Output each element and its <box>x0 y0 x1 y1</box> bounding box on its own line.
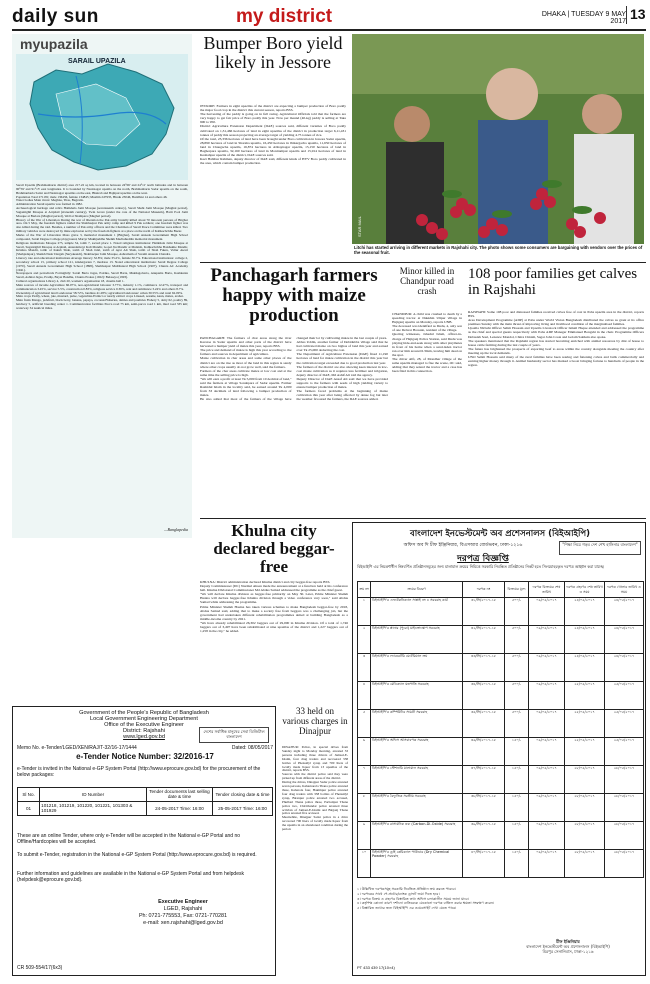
beip-cell: ৫০০/- <box>505 598 529 626</box>
beip-cell: ২৪/০৫/২০১৭ <box>605 626 644 654</box>
lged-tender-notice <box>12 706 276 976</box>
beip-cell: ০৯/০৫/২০১৭ <box>529 598 565 626</box>
calves-headline: 108 poor families get calves in Rajshahi <box>468 266 638 298</box>
tender-sign-title: Executive Engineer <box>158 899 208 905</box>
beip-cell: ০৯/০৫/২০১৭ <box>529 850 565 878</box>
minor-body: CHANDPUR: A child was crushed to death by a speeding tractor at Dakkhin Ulipur village in Hajiganj upazila on Monday, reports UNB. The deceased was identified as Dudu, 4, only son of one Delwar Hossain, resident of the village. Quoting witnesses, Jahedul Islam, officer-in-charge of Hajiganj Police Station, said Dudu was playing hide-and-seek along with other playmates in front of his home when a sand-laden tractor ran over him around 6.30am, leaving him dead on the spot. The driver Alfi, 28, of Mondhar village of the same upazila managed to flee the scene, OC said, adding that they seized the tractor and a case has been filed in this connection. <box>392 312 462 374</box>
beip-col-serial: ক্রম নং <box>358 582 371 598</box>
beip-cell: ৫ <box>358 710 371 738</box>
tender-stamp: দেশের সর্বাধিক মানুষের সেবা ডিজিটাল বাংলাদেশ <box>199 727 269 743</box>
beip-cell: ২৮/০৫/২০১৭ <box>565 794 605 822</box>
boro-body: JESSORE: Farmers in eight upazilas of the district are expecting a bumper production of Boro paddy the major food crop in the district this current season, reports BSS. The harvesting of the paddy is going on in full swing. Agricultural Officials told that the farmers are very happy to get fair price of Boro paddy this year. Now per maund (40-kg) paddy is selling at Taka 900 to 950. District Agriculture Extension Department (DAE) sources said, different varieties of Boro paddy cultivated on 1,31,466 hectares of land in eight upazilas of the district in production target 6,11,431 tonnes of paddy this season projecting an average target of yielding 4.75 tonnes of rice. Of the total, 23,336 hectares of land have been brought under Boro cultivation in Jessore Sadar upazila, 28,890 hectares of land in Sharsha upazila, 16,450 hectares in Jhikargacha upazila, 11,650 hectares of land in Chaugacha upazila, 16,874 hectares in Abhaynagar upazila, 15,150 hectares of land in Bagherpara upazila, 32,160 hectares of land in Monirampur upazila and 15,914 hectares of land in Keshabpur upazila of the district, DAE sources said. Kazi Habibur Rahman, deputy director of DAE said, different kinds of HYV Boro paddy cultivated in the area, which contain bumper production. <box>200 104 346 166</box>
beip-table <box>357 581 644 878</box>
beip-cell: ৫০০/- <box>505 682 529 710</box>
tender-footer-3: Further information and guidelines are available in the National e-GP System Portal and from helpdesk (helpdesk@eprocure.gov.bd). <box>17 871 244 883</box>
calves-body: RAJSHAHI: Some 108 poor and distressed families received calves free of cost in Paba upazila area in the district, reports BSS. Area Development Programme (ADP) at Paba under World Vision Bangladesh distributed the calves as grant at its office premises Sunday with the main thrust of improving living and livelihood condition of the marginalised families. Upazila Nirbahi Officer Selim Hossain and Upazila Livestock Officer Ismail Haque attended and addressed the programme as the chief and special guests respectively with Paba ADP Manager Emmanuel Bongshi in the chair. Programme Officers Debasish Soul, Lenance Mondol, Chitra Chisim, Sagar John Costa and Golam Sakhain also spoke. The speakers mentioned that the Rajshahi region has started becoming enriched with animal resources by dint of house to house cattle farming during the last couple of years. The future has brightened the prospects of exporting beef to areas within the country alongside meeting the country after meeting up the local demands. UNO Selim Hossain said many of the rural families have been rearing and fattening calves and bulls commercially and earning higher money through it. Animal husbandry sector has marked a boost bringing fortune to hundreds of people in the region. <box>468 310 644 368</box>
beip-col-no: দরপত্র নং <box>463 582 505 598</box>
beip-cell: ১৫০/- <box>505 794 529 822</box>
beip-cell: ৫০০/- <box>505 626 529 654</box>
beip-cell: ২৫/০৫/২০১৭ <box>565 710 605 738</box>
beip-cell: ৪ <box>358 682 371 710</box>
tender-dated: Dated: 08/05/2017 <box>231 745 273 751</box>
beip-cell: ০৯/০৫/২০১৭ <box>529 738 565 766</box>
beip-sign-title: চীফ ইঞ্জিনিয়ার <box>556 939 580 944</box>
beip-cell: ১ <box>358 598 371 626</box>
tender-row-last-sell: 24-05-2017 Time: 16:00 <box>146 801 212 815</box>
beip-cell: ২৪/০৫/২০১৭ <box>565 626 605 654</box>
beip-cell: ৩৭/সি/২০১৭-১৮ <box>463 766 505 794</box>
tender-footer-1: These are an online Tender, where only e-Tender will be accepted in the National e-GP Portal and no Offline/Hardcopies will be accepted. <box>17 833 241 845</box>
beip-cell: ০৯/০৫/২০১৭ <box>529 766 565 794</box>
beip-cell: ৮ <box>358 794 371 822</box>
table-row <box>358 654 644 682</box>
beip-cell: ২৫/০৫/২০১৭ <box>605 682 644 710</box>
beip-sign-org: বাংলাদেশ ইনভেস্টমেন্ট অব প্রশেসনালস (বিইআইপি) <box>526 944 610 949</box>
tender-row-closing: 25-05-2017 Time: 16:00 <box>213 801 273 815</box>
beip-cell: ২৫/০৫/২০১৭ <box>605 738 644 766</box>
tender-sign-email[interactable]: e-mail: xen.rajshahi@lged.gov.bd <box>143 920 223 926</box>
beip-cell: ০৯/০৫/২০১৭ <box>529 710 565 738</box>
beip-cell: ১৫০/- <box>505 850 529 878</box>
masthead <box>12 6 212 26</box>
beip-cell: ২৫/০৫/২০১৭ <box>565 738 605 766</box>
khulna-headline: Khulna city declared beggar-free <box>213 521 335 576</box>
tender-office: Office of the Executive Engineer <box>104 722 184 728</box>
beip-cell: ২৮/০৫/২০১৭ <box>605 850 644 878</box>
beip-cell: ১৫০/- <box>505 738 529 766</box>
beip-cell: ০৯/০৫/২০১৭ <box>529 626 565 654</box>
beip-org: বাংলাদেশ ইনভেস্টমেন্ট অব প্রশেসনালস (বিইআইপি) <box>409 529 591 539</box>
beip-cell: ১৫০/- <box>505 822 529 850</box>
beip-cell: ৩ <box>358 654 371 682</box>
tender-website[interactable]: www.lged.gov.bd <box>123 734 165 740</box>
beip-cell: বিইআইপি'র মেডিক্যাল যন্ত্রপাতি সরবরাহ <box>371 682 463 710</box>
table-row <box>358 766 644 794</box>
litchi-photo <box>352 34 644 244</box>
beip-col-receive-date: দরপত্র গ্রহণের শেষ তারিখ ও সময় <box>565 582 605 598</box>
tender-signature <box>93 899 273 943</box>
beip-cell: ২৮/০৫/২০১৭ <box>605 766 644 794</box>
beip-cell: বিইআইপি'র অফিস আসবাবপত্র সরবরাহ <box>371 738 463 766</box>
beip-cell: ৩৯/সি/২০১৭-১৮ <box>463 822 505 850</box>
beip-title: দরপত্র বিজ্ঞপ্তি <box>457 554 509 564</box>
tender-col-closing: Tender closing date & time <box>213 788 273 802</box>
beip-cell: ৩৫/সি/২০১৭-১৮ <box>463 710 505 738</box>
beip-cell: ২ <box>358 626 371 654</box>
map-title: SARAIL UPAZILA <box>68 58 126 65</box>
beip-cell: বিইআইপি'র ড্রাই কেমিক্যাল পাউডার (Dry Chemical Powder) সরবরাহ <box>371 850 463 878</box>
beip-cell: ২৮/০৫/২০১৭ <box>565 822 605 850</box>
beip-cell: ২৪/০৫/২০১৭ <box>565 654 605 682</box>
beip-signature <box>493 939 643 965</box>
tender-memo: Memo No. e-Tender/LGED/XEN/RAJ/T-32/16-17/1444 <box>17 745 137 751</box>
beip-cell: ৩২/সি/২০১৭-১৮ <box>463 626 505 654</box>
beip-cell: ৫০০/- <box>505 710 529 738</box>
beip-cell: ৩৬/সি/২০১৭-১৮ <box>463 738 505 766</box>
tender-table <box>17 787 273 816</box>
beip-cell: বিইআইপি'র ল্যাবরেটরি মেটেরিয়াল ক্রয় <box>371 654 463 682</box>
litchi-photo-graphic <box>352 34 644 244</box>
beip-notes: ১। উল্লিখিত দরপত্রসমূহ সরকারি নিবন্ধিত প্রতিষ্ঠান ক্রয় করতে পারবে। ২। দরপত্রের সাথে পে-অর্ডার/ব্যাংক ড্রাফট জমা দিতে হবে। ৩। দরপত্র বিক্রয় ও গ্রহণের বিস্তারিত তথ্য অফিস চলাকালীন সময়ে জানা যাবে। ৪। কর্তৃপক্ষ কোনো কারণ দর্শানো ব্যতিরেকে যেকোনো দরপত্র বাতিল করার ক্ষমতা সংরক্ষণ করেন। ৫। বিস্তারিত তথ্যের জন্য বিইআইপি এর ওয়েবসাইট দেখা যেতে পারে। <box>357 887 495 911</box>
table-row <box>358 682 644 710</box>
table-row <box>358 738 644 766</box>
boro-headline: Bumper Boro yield likely in Jessore <box>203 33 343 72</box>
upazila-credit: —Banglapedia <box>164 527 188 532</box>
beip-cell: ৪০/সি/২০১৭-১৮ <box>463 850 505 878</box>
page-number: 13 <box>626 6 646 24</box>
beip-cell: বিইআইপি'র এফটেকনিক্যাল সাপ্লাই নং ৪ সরবরাহ কার্য <box>371 598 463 626</box>
table-row <box>18 801 273 815</box>
beip-ref: PT 433 439 17(10×4) <box>357 965 395 970</box>
dinajpur-body: DINAJPUR: Police, in special drives from Sunday night to Monday morning, arrested 33 persons including three drivers of Jamaal-E-Islami, four drug traders and recovered 338 bottles of Phensidyl syrup and 700 liters of locally made liquor from 13 upazilas of the district, reports BSS. Sources with the district police said they were picked up from different areas of the district. During the drives, Dinajpur Sadar police arrested seven persons, Kaharnarola Thana police arrested three, Kaharole four, Hakimpur police arrested four drug traders with 338 bottles of Phensidyl syrup, Biranpur police arrested two accused, Phulbari Thana police three, Parbatipur Thana police two, Chirirbandar police arrested three activists of Jamaat-E-Islami and Birganj Thana police arrested five accused. Meanwhile, Dinajpur Sadar police in a drive recovered 700 liters of locally made liquor from the upazila in an abandoned condition during the period. <box>282 745 348 832</box>
section-title: my district <box>236 6 333 27</box>
beip-cell: ২৮/০৫/২০১৭ <box>605 794 644 822</box>
tender-col-id: ID Number <box>40 788 147 802</box>
beip-cell: ৩১/সি/২০১৭-১৮ <box>463 598 505 626</box>
beip-col-open-date: দরপত্র খোলার তারিখ ও সময় <box>605 582 644 598</box>
table-row <box>358 794 644 822</box>
table-row <box>358 626 644 654</box>
sarail-map <box>16 54 188 180</box>
beip-cell: বিইআইপি'র রাসায়নিক দ্রব্য (Carbon-Di-Oxide) সরবরাহ <box>371 822 463 850</box>
row-rule-1 <box>200 262 646 263</box>
tender-notice-title: e-Tender Notice Number: 32/2016-17 <box>76 752 214 761</box>
beip-tender-ad <box>352 522 646 976</box>
beip-cell: ৩৪/সি/২০১৭-১৮ <box>463 682 505 710</box>
table-row <box>358 710 644 738</box>
beip-cell: ৯ <box>358 822 371 850</box>
khulna-body: KHULNA: District administration declared Khulna district and city beggar-free reports BSS. Deputy Commissioner (DC) Nazmul Ahsan made the announcement at a function held at his conference hall. Khulna Divisional Commissioner Md Abdus Samad addressed the programme as the chief guest. "We will declare Khulna division as beggar-free primarily on May 30. Later, Prime Minister Sheikh Hasina will declare beggar-free Khulna division through a video conference very soon," said Abdus Samad while addressing the programme. Prime Minister Sheikh Hasina has taken various schemes to make Bangladesh beggar-free by 2018, Abdus Samad said, adding that to make a society free from beggars was a challenging job, but the government had undertaken different rehabilitation programmes aimed at building Bangladesh as a middle-income country by 2021. "We have already rehabilitated 26,302 beggars out of 29,000 in Khulna division. Of a total of 1,746 beggars out of 3,497 have been rehabilitated at nine upazilas of the district and 1,227 beggars out of 1,258 in the city," he added. <box>200 580 348 634</box>
beip-cell: ৭ <box>358 766 371 794</box>
beip-cell: ২৫/০৫/২০১৭ <box>565 682 605 710</box>
beip-cell: ০৯/০৫/২০১৭ <box>529 794 565 822</box>
tender-sign-phone: Ph: 0721-775553, Fax: 0721-770281 <box>138 913 228 919</box>
beip-cell: ২৪/০৫/২০১৭ <box>605 598 644 626</box>
beip-cell: বিইআইপি'র বৈদ্যুতিক সরঞ্জাম সরবরাহ <box>371 794 463 822</box>
tender-district: District: Rajshahi <box>123 728 165 734</box>
maize-body: PANCHAGARH: The farmers of char areas along the river Karatoa in Sadar upazila and other parts of the district have harvested a bumper yield of maize this year, reports BSS. The price and demand of maize is high this year according to the farmers and sources in department of agriculture. Maize cultivation in char areas and some other places of the district are on the rise as most of the land in this region is sandy where other crops usually do not grow well, said the farmers. Farmers of the char areas cultivate maize at low cost and at the same time the selling price is high. "We will earn a profit at least Tk 5,000 from 10 decimal of land," said the farmers at village Sonahpara of Sadar upazila. Farmer Rashidul Islam in the locality said, he earned around Tk 4,000 from 33 decimals of land following a bumper production of maize. He also added that most of the farmers of the village have changed their lot by cultivating maize in the last couple of years. Abbas Uddin, another farmer of Debidubba village said that he had cultivated maize on two bighas of land this year and earned over Tk 25,000 deducting the cost. The Department of Agriculture Extension (DAE) fixed 11,190 hectares of land for maize cultivation in the district this year but the cultivation target exceeded due to good production last year. The farmers of the district are also showing keen interest in low-cost maize cultivation as it requires less fertiliser and irrigation, deputy director of DAE, Md Ashif Ali told the agency. Deputy Director of DAE Ansaf Ali said that we have provided supports to the farmers with seeds of high yielding variety to ensure bumper production of maize. The farmers faced problems at the beginning of maize cultivation this year after being affected by dense fog but later the weather favoured the farmers, the DAE sources added. <box>200 336 388 402</box>
beip-cell: ২৮/০৫/২০১৭ <box>565 850 605 878</box>
beip-intro: বিইআইপি এর নিয়ন্ত্রণাধীন নিম্নবর্ণিত প্রতিষ্ঠানসমূহের জন্য মালামাল ক্রয়ের নিমিত্তে সরকারি নিবন্ধিত প্রতিষ্ঠানের নিকট হতে সিলমোহরকৃত দরপত্র আহ্বান করা যাচ্ছে। <box>357 564 605 569</box>
paper-name: daily sun <box>12 6 99 27</box>
row-rule-2 <box>200 518 646 519</box>
photo-credit: STAR MAIL <box>357 216 362 237</box>
beip-cell: ৩৩/সি/২০১৭-১৮ <box>463 654 505 682</box>
upazila-panel <box>12 34 192 538</box>
beip-cell: ০৯/০৫/২০১৭ <box>529 822 565 850</box>
tender-department: Local Government Engineering Department <box>90 716 198 722</box>
beip-cell: বিইআইপি'র প্লানার (পুরো) মাইক্রোস্কোপ সরবরাহ <box>371 626 463 654</box>
beip-cell: ১৫০/- <box>505 766 529 794</box>
beip-sign-address: মিরপুর সেনানিবাস, ঢাকা-১২১৬ <box>542 949 594 954</box>
tender-footer-2: To submit e-Tender, registration in the National e-GP System Portal (http://www.eprocure.gov.bd) is required. <box>17 852 257 858</box>
beip-col-sell-date: দরপত্র বিক্রয়ের শেষ তারিখ <box>529 582 565 598</box>
beip-cell: ৩৮/সি/২০১৭-১৮ <box>463 794 505 822</box>
beip-col-price: বিক্রয়ের মূল্য <box>505 582 529 598</box>
tender-cr: CR 509-554/17(6x3) <box>17 965 63 971</box>
tender-col-last-sell: Tender documents last selling date & time <box>146 788 212 802</box>
beip-address: অফিস অব দি চীফ ইঞ্জিনিয়ার, বিএসআর বোর্ডভবন, ঢাকা-১২১৬ <box>403 543 523 548</box>
beip-cell: ২৪/০৫/২০১৭ <box>605 654 644 682</box>
beip-cell: ২৪/০৫/২০১৭ <box>565 598 605 626</box>
tender-col-sl: Sl No. <box>18 788 40 802</box>
beip-motto: "শিক্ষা নিয়ে গড়ব দেশ শেখ হাসিনার বাংলাদেশ" <box>559 541 641 555</box>
beip-cell: ১০ <box>358 850 371 878</box>
masthead-rule <box>12 29 646 31</box>
upazila-section-label: myupazila <box>20 36 88 52</box>
sarail-map-graphic <box>16 54 188 180</box>
tender-sign-office: LGED, Rajshahi <box>163 906 203 912</box>
beip-cell: ২৮/০৫/২০১৭ <box>565 766 605 794</box>
dinajpur-headline: 33 held on various charges in Dinajpur <box>282 706 348 736</box>
tender-gov-title: Government of the People's Republic of Bangladesh <box>79 710 209 716</box>
beip-cell: ২৫/০৫/২০১৭ <box>605 710 644 738</box>
table-row <box>358 822 644 850</box>
beip-col-desc: ক্রয়ের বিবরণ <box>371 582 463 598</box>
upazila-body: Sarail Upazila (Brahmanbaria district) area 217.22 sq km, located in between 24°06' and 24°11' north latitudes and in between 90°59' and 91°15' east longitudes. It is bounded by Nasirnagar upazila on the north, Brahmanbaria Sadar upazila on the south, Brahmanbaria Sadar and Nasirnagar upazilas on the east, Bhairab and Bajitpur upazilas on the west. Population Total 271181; male 136436, female 134845; Muslim 247935, Hindu 23046, Buddhist 14 and others 46. Water bodies Main rivers: Meghna, Titas, Bugraila. Administration Sarail upazila was formed in 1982. Archaeological heritage and relics Hatikhala Jami Mosque (seventeenth century), Sarail Shahi Jami Mosque (Mughal period), Sugantighil Mosque at Arrphail (sixteenth century), Twin Grave (under the care of the National Museum), Hatir Pool Jami Mosque at Bariara (Mughal period), Well at Shahipara (Mughal period). History of the War of Liberation During the war of liberation the Pak army brutally killed about 70 innocent persons of Bitghar area. On 5 May, the freedom fighters raided the Shahbazpur Pak army camp and killed 9 Pak soldiers; one freedom fighter was also killed during the raid. Besides, a number of Pak army officers and the Chairman of Sarail Peace Committee were killed. Two military vehicles were destroyed by mine explosion set by the freedom fighters at a place on the north of Kalikachchha Bazar. Marks of the War of Liberation Mass grave 3, memorial monument 1 (Bitghar), Sarail Annada Government High School compound, Sarail Degree College playground, Martyr Mukhjuddha Sheikh Mezbahuddin memorial monument. Religious institutions Mosque 275, temple 34, tomb 7, sacred place 1. Noted religious institutions: Hatikhala Jami Mosque at Sarail, Sugantighil Mosque at Arphail, Anandamoyi Kali Mandir, Gopal Jiu Mandir at Malaish, Kalikachchha Baishakhe Mandir, Krishna Mandir, tomb of Kutub Shah, tomb of Shah Jalal, tomb of Ayat Ali Shah, tomb of Shah Fukru, Valiur Awari (Shahjadapur), Sheikh Nasir Dargah (Suryakandi), Shahbazpur Jami Mosque, Ashramam of Swami Ananda Chandra. Literacy rate and educational institutions Average literacy 32.8%; male 35.2%, female 30.7%. Educational institutions: college 2, secondary school 15, primary school 121, kindergarten 7, madrasa 13. Noted educational institutions: Sarail Degree College (1970), Sarail Annada Government High School (1898), Shahbazpur Multilateral High School (1907), Chunta AC Academy (1941). Newspapers and periodicals Fortnightly: Sarail Barta Jagas, Patrika, Sarail Barta, Mukhagobarta, Anupama Barta, Kashkanta Sarail, Ashitai Jagas, Pradip, Bayat Bandhu, Chunta Prokas (1922)/ Belaseya (1993). Cultural organisations Library 4, club 20, women's organisation 18, cinema hall 1. Main sources of income Agriculture 66.07%, non-agricultural labourer 3.77%, industry 1.1%, commerce 12.47%, transport and communication 3.45%, service 5.5%, construction 0.83%, religious service 0.36%, rent and remittance 3.24% and others 8.7%. Ownership of agricultural land Landowner 58.72%, landless 41.28%; agricultural landowner: urban 30.55% and rural 62.09%. Main crops Paddy, wheat, jute, mustard, pulse, vegetables.Extinct or nearly extinct crops Linseed, sesame, kaun, maize, arahar. Main fruits Mango, jackfruit, black berry, banana, papaya, coconut.Fisheries, dairies and poultries Fishery 5, dairy 62, poultry 89, hatchery 5, artificial breeding center 1. Communication facilities Pucca road 75 km, semi-pucca road 1 km, mud road 335 km; waterway 34 nautical miles. <box>16 183 188 310</box>
photo-caption: Litchi has started arriving in different markets in Rajshahi city. The photo shows some consumers are bargaining with vendors over the prices of the seasonal fruit. <box>354 245 643 255</box>
beip-cell: ২৮/০৫/২০১৭ <box>605 822 644 850</box>
beip-cell: ৫০০/- <box>505 654 529 682</box>
beip-cell: বিইআইপি'র স্টেশনারি মালামাল সরবরাহ <box>371 766 463 794</box>
table-row <box>358 598 644 626</box>
beip-cell: ০৯/০৫/২০১৭ <box>529 654 565 682</box>
beip-cell: ০৯/০৫/২০১৭ <box>529 682 565 710</box>
beip-cell: বিইআইপি'র কম্পিউটার সামগ্রী সরবরাহ <box>371 710 463 738</box>
beip-cell: ৬ <box>358 738 371 766</box>
tender-row-ids: 101218, 101219, 101220, 101221, 101303 & 101929 <box>40 801 147 815</box>
dateline: DHAKA | TUESDAY 9 MAY 2017 <box>541 11 626 25</box>
maize-headline: Panchagarh farmers happy with maize production <box>210 265 378 326</box>
tender-row-sl: 01 <box>18 801 40 815</box>
tender-intro: e-Tender is invited in the National e-GP System Portal (http://www.eprocure.gov.bd) for the procurement of the below packages: <box>17 766 261 778</box>
table-row <box>358 850 644 878</box>
minor-headline: Minor killed in Chandpur road crash <box>399 266 455 296</box>
